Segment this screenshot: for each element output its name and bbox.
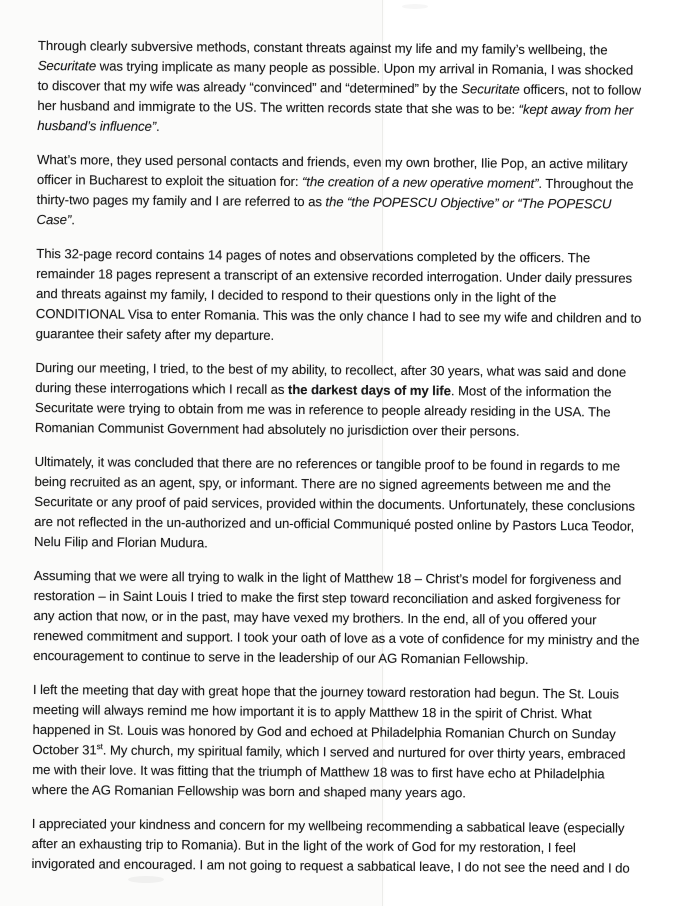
text-run: was trying implicate as many people as possible. Upon my arrival in Romania, I was shocked to discover that my wife was already “convinced” and “determined” by the (37, 58, 634, 97)
text-run: . Throughout the thirty-two pages my family and I are referred to as (36, 175, 634, 210)
text-run: the darkest days of my life (287, 381, 451, 399)
text-run: . My church, my spiritual family, which I served and nurtured for over thirty years, embraced me with their love. It was fitting that the triumph of Matthew 18 was to first have echo at Philadelphia where the AG Romanian Fellowship was born and shaped many years ago. (32, 742, 626, 801)
text-run: “the creation of a new operative moment” (301, 174, 539, 191)
paragraph-3 (36, 244, 645, 349)
letter-body (31, 36, 646, 893)
text-run: I appreciated your kindness and concern for my wellbeing recommending a sabbatical leave (especially after an exhausting trip to Romania). But in the light of the work of God for my restoration, I feel invigorated and encouraged. I am not going to request a sabbatical leave, I do not see the need and I do (31, 815, 630, 876)
scan-smudge-top (402, 4, 428, 9)
text-run: officers, not to follow her husband and immigrate to the US. The written records state that she was to be: (37, 81, 641, 117)
paragraph-8 (31, 814, 639, 879)
text-run: Securitate (37, 57, 97, 74)
paragraph-2 (36, 150, 645, 235)
paragraph-7 (32, 680, 641, 805)
text-run: Assuming that we were all trying to walk in the light of Matthew 18 – Christ’s model for forgiveness and restoration – in Saint Louis I tried to make the first step toward reconciliation and asked forgiveness for any action that now, or in the past, may have vexed my brothers. In the end, all of you offered your renewed commitment and support. I took your oath of love as a vote of confidence for my ministry and the encouragement to continue to serve in the leadership of our AG Romanian Fellowship. (33, 567, 640, 667)
text-run: . Most of the information the Securitate were trying to obtain from me was in reference to people already residing in the USA. The Romanian Communist Government had absolutely no jurisdiction over their persons. (34, 383, 612, 439)
text-run: the “the POPESCU Objective” or “The POPESCU Case” (36, 194, 612, 228)
text-run: During our meeting, I tried, to the best of my ability, to recollect, after 30 years, what was said and done during these interrogations which I recall as (35, 359, 627, 397)
paragraph-6 (33, 566, 642, 671)
text-run: I left the meeting that day with great hope that the journey toward restoration had begun. The St. Louis meeting will always remind me how important it is to apply Matthew 18 in the spirit of Christ. What happened in St. Louis was honored by God and echoed at Philadelphia Romanian Church on Sunday October 31 (32, 681, 620, 758)
text-run: What’s more, they used personal contacts and friends, even my own brother, Ilie Pop, an active military officer in Bucharest to exploit the situation for: (36, 151, 628, 190)
text-run: . (71, 212, 75, 228)
text-run: Securitate (461, 81, 520, 97)
paragraph-5 (34, 452, 643, 557)
text-run: Ultimately, it was concluded that there are no references or tangible proof to be found in regards to me being recruited as an agent, spy, or informant. There are no signed agreements between me and the Securitate or any proof of paid services, provided within the documents. Unfortunately, these conclusions are not reflected in the un-authorized and un-official Communiqué posted online by Pastors Luca Teodor, Nelu Filip and Florian Mudura. (33, 453, 635, 551)
paragraph-1 (37, 36, 646, 141)
text-run: “kept away from her husband’s influence” (37, 101, 634, 134)
text-run: st (96, 742, 103, 752)
text-run: Through clearly subversive methods, constant threats against my life and my family’s wellbeing, the (37, 37, 608, 58)
text-run: . (155, 118, 160, 134)
paragraph-4 (35, 358, 644, 443)
text-run: This 32-page record contains 14 pages of notes and observations completed by the officers. The remainder 18 pages represent a transcript of an extensive recorded interrogation. Under daily pressures and threats against my family, I decided to respond to their questions only in the light of the CONDITIONAL Visa to enter Romania. This was the only chance I had to see my wife and children and to guarantee their safety after my departure. (35, 245, 642, 343)
